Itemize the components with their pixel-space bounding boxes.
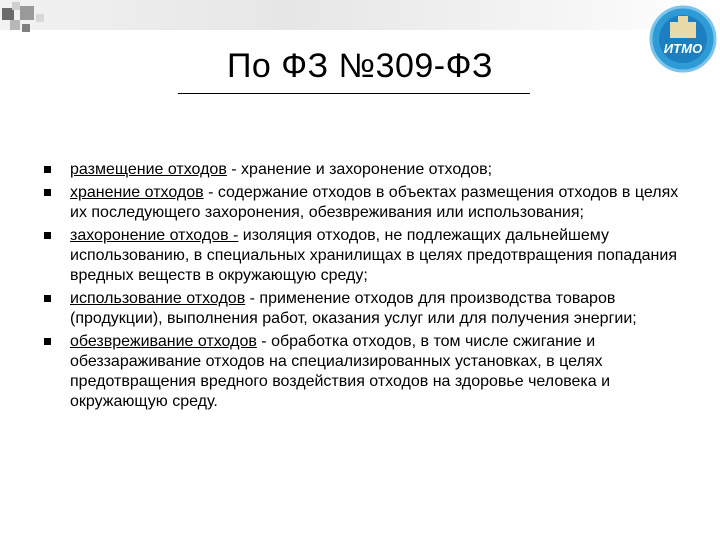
slide-title: По ФЗ №309-ФЗ — [226, 47, 494, 85]
definition: - применение отходов для производства товаров (продукции), выполнения работ, оказания услуг или для получения энергии; — [70, 290, 637, 327]
decorative-square — [12, 2, 20, 10]
definition: - обработка отходов, в том числе сжигание и обеззараживание отходов на специализированных установках, в целях предотвращения вредного воздействия отходов на здоровье человека и окружающую среду. — [70, 333, 611, 410]
term: размещение отходов — [70, 161, 227, 178]
term: захоронение отходов - — [70, 227, 239, 244]
bullet-icon — [44, 295, 51, 302]
definition: - хранение и захоронение отходов; — [226, 161, 493, 178]
term: использование отходов — [70, 290, 246, 307]
bullet-icon — [44, 189, 51, 196]
definition-list — [44, 160, 684, 415]
decorative-square — [22, 24, 30, 32]
title-underline — [178, 93, 530, 94]
bullet-icon — [44, 166, 51, 173]
decorative-square — [36, 14, 44, 22]
term: обезвреживание отходов — [70, 333, 257, 350]
list-item — [44, 332, 684, 412]
logo-text: ИТМО — [663, 41, 703, 56]
list-item — [44, 160, 684, 180]
list-item — [44, 289, 684, 329]
bullet-icon — [44, 232, 51, 239]
list-item — [44, 226, 684, 286]
term: хранение отходов — [70, 184, 204, 201]
list-item — [44, 183, 684, 223]
decorative-square — [10, 20, 20, 30]
definition: - содержание отходов в объектах размещения отходов в целях их последующего захоронения, обезвреживания или использования; — [70, 184, 679, 221]
itmo-logo-icon — [648, 4, 718, 74]
decorative-square — [20, 6, 34, 20]
definition: изоляция отходов, не подлежащих дальнейшему использованию, в специальных хранилищах в целях предотвращения попадания вредных веществ в окружающую среду; — [70, 227, 677, 284]
bullet-icon — [44, 338, 51, 345]
top-decoration-band — [0, 0, 720, 30]
